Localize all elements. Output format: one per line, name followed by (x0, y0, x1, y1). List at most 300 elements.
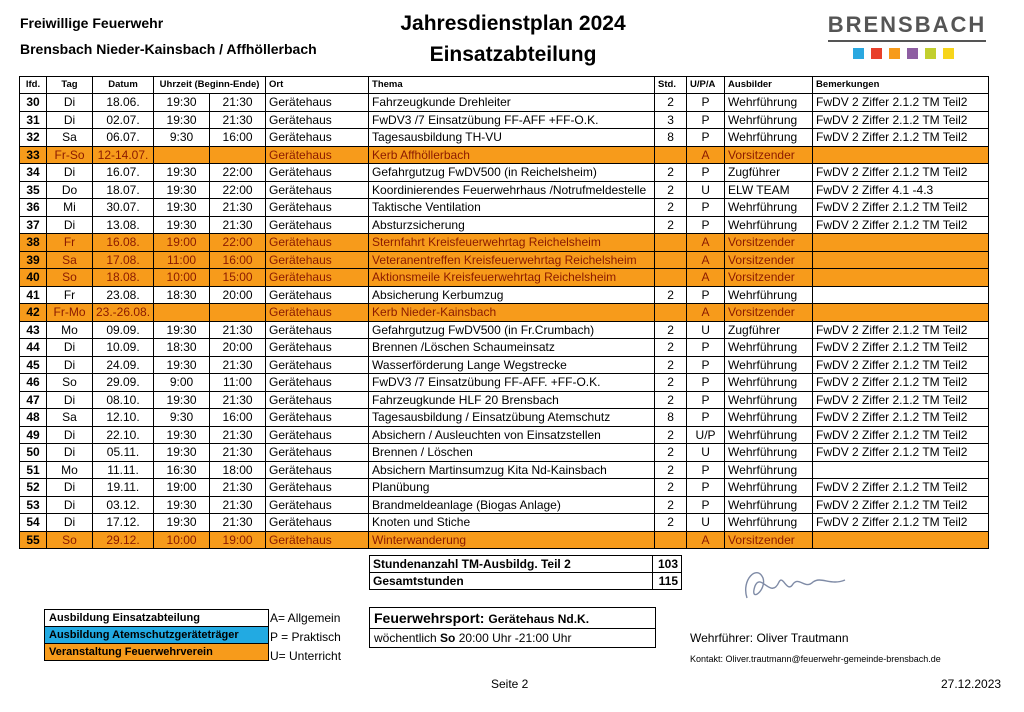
row-date: 30.07. (93, 199, 154, 217)
row-type-code: P (687, 409, 725, 427)
col-header-datum: Datum (93, 77, 154, 94)
row-topic: Fahrzeugkunde HLF 20 Brensbach (369, 391, 655, 409)
row-number: 41 (20, 286, 47, 304)
row-instructor: Wehrführung (725, 94, 813, 112)
row-topic: Sternfahrt Kreisfeuerwehrtag Reichelsheim (369, 234, 655, 252)
brensbach-logo (822, 12, 992, 64)
row-hours: 2 (655, 461, 687, 479)
row-start-time: 11:00 (154, 251, 210, 269)
table-row (20, 181, 989, 199)
color-legend (44, 609, 269, 661)
table-row (20, 111, 989, 129)
row-topic: Aktionsmeile Kreisfeuerwehrtag Reichelsheim (369, 269, 655, 287)
row-location: Gerätehaus (266, 339, 369, 357)
table-row (20, 129, 989, 147)
row-location: Gerätehaus (266, 181, 369, 199)
row-start-time (154, 146, 210, 164)
row-hours: 2 (655, 444, 687, 462)
row-remarks (813, 146, 989, 164)
org-line-1: Freiwillige Feuerwehr (20, 15, 164, 31)
row-instructor: Wehrführung (725, 514, 813, 532)
row-end-time (210, 304, 266, 322)
row-hours: 2 (655, 479, 687, 497)
row-type-code: P (687, 164, 725, 182)
logo-square (925, 48, 936, 59)
row-number: 44 (20, 339, 47, 357)
row-end-time: 21:30 (210, 94, 266, 112)
row-type-code: A (687, 269, 725, 287)
row-instructor: Vorsitzender (725, 146, 813, 164)
row-hours (655, 531, 687, 549)
row-date: 18.06. (93, 94, 154, 112)
row-hours: 2 (655, 426, 687, 444)
row-location: Gerätehaus (266, 111, 369, 129)
table-row (20, 391, 989, 409)
row-day: Sa (47, 129, 93, 147)
col-header-lfd: lfd. (20, 77, 47, 94)
row-hours: 2 (655, 496, 687, 514)
row-type-code: A (687, 251, 725, 269)
row-type-code: P (687, 339, 725, 357)
row-start-time: 19:00 (154, 479, 210, 497)
row-start-time: 19:30 (154, 514, 210, 532)
org-line-2: Brensbach Nieder-Kainsbach / Affhöllerbach (20, 41, 317, 57)
row-day: Fr-Mo (47, 304, 93, 322)
row-type-code: P (687, 356, 725, 374)
row-type-code: P (687, 216, 725, 234)
row-type-code: P (687, 461, 725, 479)
row-location: Gerätehaus (266, 444, 369, 462)
row-end-time: 20:00 (210, 286, 266, 304)
row-remarks (813, 251, 989, 269)
row-end-time: 21:30 (210, 391, 266, 409)
row-start-time: 19:30 (154, 164, 210, 182)
row-date: 09.09. (93, 321, 154, 339)
row-instructor: Wehrführung (725, 461, 813, 479)
logo-square (889, 48, 900, 59)
row-day: Mo (47, 321, 93, 339)
row-topic: Koordinierendes Feuerwehrhaus /Notrufmeldestelle (369, 181, 655, 199)
row-day: So (47, 531, 93, 549)
row-date: 23.08. (93, 286, 154, 304)
row-end-time: 21:30 (210, 216, 266, 234)
logo-text: BRENSBACH (827, 12, 987, 37)
table-row (20, 199, 989, 217)
row-day: Di (47, 216, 93, 234)
row-start-time: 10:00 (154, 269, 210, 287)
row-day: Di (47, 444, 93, 462)
row-start-time: 19:30 (154, 181, 210, 199)
row-day: Fr (47, 286, 93, 304)
row-date: 24.09. (93, 356, 154, 374)
row-start-time: 19:30 (154, 111, 210, 129)
row-end-time (210, 146, 266, 164)
row-topic: Brandmeldeanlage (Biogas Anlage) (369, 496, 655, 514)
row-end-time: 21:30 (210, 356, 266, 374)
page-subtitle: Einsatzabteilung (429, 43, 597, 66)
row-instructor: Zugführer (725, 321, 813, 339)
row-day: Di (47, 356, 93, 374)
row-hours (655, 304, 687, 322)
row-type-code: P (687, 94, 725, 112)
sport-prefix: wöchentlich (374, 631, 437, 645)
row-end-time: 15:00 (210, 269, 266, 287)
logo-square (853, 48, 864, 59)
row-start-time: 19:30 (154, 216, 210, 234)
row-end-time: 19:00 (210, 531, 266, 549)
row-instructor: Vorsitzender (725, 251, 813, 269)
row-instructor: Wehrführung (725, 391, 813, 409)
row-type-code: A (687, 146, 725, 164)
col-header-upa: U/P/A (687, 77, 725, 94)
row-number: 50 (20, 444, 47, 462)
row-topic: Gefahrgutzug FwDV500 (in Fr.Crumbach) (369, 321, 655, 339)
row-end-time: 21:30 (210, 199, 266, 217)
row-instructor: Wehrführung (725, 479, 813, 497)
table-row (20, 374, 989, 392)
row-type-code: A (687, 304, 725, 322)
row-end-time: 21:30 (210, 321, 266, 339)
table-row (20, 94, 989, 112)
row-type-code: P (687, 286, 725, 304)
row-remarks (813, 304, 989, 322)
row-remarks: FwDV 2 Ziffer 2.1.2 TM Teil2 (813, 374, 989, 392)
row-topic: Wasserförderung Lange Wegstrecke (369, 356, 655, 374)
sport-day: So (440, 631, 456, 645)
row-type-code: U (687, 444, 725, 462)
row-instructor: Wehrführung (725, 339, 813, 357)
logo-square (907, 48, 918, 59)
row-date: 08.10. (93, 391, 154, 409)
row-number: 45 (20, 356, 47, 374)
row-hours: 2 (655, 199, 687, 217)
row-day: Di (47, 479, 93, 497)
table-row (20, 164, 989, 182)
row-hours: 2 (655, 391, 687, 409)
row-topic: FwDV3 /7 Einsatzübung FF-AFF +FF-O.K. (369, 111, 655, 129)
schedule-table (19, 76, 989, 549)
row-topic: Taktische Ventilation (369, 199, 655, 217)
row-start-time: 19:30 (154, 444, 210, 462)
row-remarks (813, 234, 989, 252)
row-end-time: 21:30 (210, 496, 266, 514)
row-day: Di (47, 514, 93, 532)
row-start-time: 16:30 (154, 461, 210, 479)
legend-code-p: P = Praktisch (270, 630, 341, 644)
row-remarks: FwDV 2 Ziffer 4.1 -4.3 (813, 181, 989, 199)
row-instructor: Wehrführung (725, 111, 813, 129)
row-type-code: P (687, 111, 725, 129)
row-topic: Winterwanderung (369, 531, 655, 549)
row-location: Gerätehaus (266, 374, 369, 392)
table-header-row (20, 77, 989, 94)
row-date: 06.07. (93, 129, 154, 147)
row-remarks: FwDV 2 Ziffer 2.1.2 TM Teil2 (813, 339, 989, 357)
row-hours: 2 (655, 356, 687, 374)
table-row (20, 234, 989, 252)
row-hours: 2 (655, 164, 687, 182)
sport-box (369, 607, 656, 648)
row-location: Gerätehaus (266, 94, 369, 112)
col-header-tag: Tag (47, 77, 93, 94)
row-day: Di (47, 164, 93, 182)
row-remarks: FwDV 2 Ziffer 2.1.2 TM Teil2 (813, 356, 989, 374)
row-topic: Knoten und Stiche (369, 514, 655, 532)
row-remarks: FwDV 2 Ziffer 2.1.2 TM Teil2 (813, 111, 989, 129)
row-type-code: P (687, 391, 725, 409)
row-start-time (154, 304, 210, 322)
row-instructor: Wehrführung (725, 496, 813, 514)
row-number: 38 (20, 234, 47, 252)
tm-hours-label: Stundenanzahl TM-Ausbildg. Teil 2 (370, 556, 653, 573)
row-day: So (47, 374, 93, 392)
row-day: Di (47, 94, 93, 112)
row-remarks: FwDV 2 Ziffer 2.1.2 TM Teil2 (813, 426, 989, 444)
row-date: 13.08. (93, 216, 154, 234)
row-instructor: Wehrführung (725, 444, 813, 462)
row-date: 03.12. (93, 496, 154, 514)
table-row (20, 356, 989, 374)
row-end-time: 21:30 (210, 514, 266, 532)
row-topic: Tagesausbildung / Einsatzübung Atemschutz (369, 409, 655, 427)
row-location: Gerätehaus (266, 304, 369, 322)
row-end-time: 22:00 (210, 181, 266, 199)
row-location: Gerätehaus (266, 146, 369, 164)
signature (735, 560, 855, 610)
row-date: 17.08. (93, 251, 154, 269)
row-type-code: U (687, 514, 725, 532)
row-remarks: FwDV 2 Ziffer 2.1.2 TM Teil2 (813, 391, 989, 409)
row-end-time: 22:00 (210, 234, 266, 252)
row-number: 53 (20, 496, 47, 514)
row-hours: 2 (655, 339, 687, 357)
row-topic: Kerb Affhöllerbach (369, 146, 655, 164)
row-instructor: Wehrführung (725, 216, 813, 234)
row-number: 30 (20, 94, 47, 112)
row-hours (655, 251, 687, 269)
row-topic: Absturzsicherung (369, 216, 655, 234)
row-type-code: P (687, 129, 725, 147)
row-start-time: 19:30 (154, 94, 210, 112)
row-instructor: Wehrführung (725, 356, 813, 374)
row-end-time: 21:30 (210, 426, 266, 444)
row-location: Gerätehaus (266, 199, 369, 217)
row-hours (655, 269, 687, 287)
table-row (20, 216, 989, 234)
table-row (20, 514, 989, 532)
row-hours (655, 234, 687, 252)
row-number: 34 (20, 164, 47, 182)
row-number: 33 (20, 146, 47, 164)
row-instructor: Zugführer (725, 164, 813, 182)
row-day: Fr (47, 234, 93, 252)
legend-code-u: U= Unterricht (270, 649, 342, 663)
total-hours-value: 115 (653, 573, 682, 590)
row-date: 12.10. (93, 409, 154, 427)
row-number: 43 (20, 321, 47, 339)
row-location: Gerätehaus (266, 234, 369, 252)
row-topic: Planübung (369, 479, 655, 497)
row-day: Mo (47, 461, 93, 479)
row-topic: Kerb Nieder-Kainsbach (369, 304, 655, 322)
table-row (20, 531, 989, 549)
row-location: Gerätehaus (266, 286, 369, 304)
row-end-time: 21:30 (210, 444, 266, 462)
row-date: 05.11. (93, 444, 154, 462)
page-title: Jahresdienstplan 2024 (400, 12, 626, 35)
row-number: 54 (20, 514, 47, 532)
row-day: Di (47, 339, 93, 357)
row-day: Sa (47, 409, 93, 427)
row-topic: Absichern Martinsumzug Kita Nd-Kainsbach (369, 461, 655, 479)
row-date: 16.08. (93, 234, 154, 252)
row-instructor: Vorsitzender (725, 234, 813, 252)
row-hours: 2 (655, 94, 687, 112)
row-date: 22.10. (93, 426, 154, 444)
row-number: 35 (20, 181, 47, 199)
row-remarks: FwDV 2 Ziffer 2.1.2 TM Teil2 (813, 94, 989, 112)
row-number: 40 (20, 269, 47, 287)
row-remarks (813, 286, 989, 304)
row-start-time: 19:30 (154, 426, 210, 444)
document-date: 27.12.2023 (941, 677, 1002, 691)
row-location: Gerätehaus (266, 251, 369, 269)
row-start-time: 9:00 (154, 374, 210, 392)
row-type-code: A (687, 234, 725, 252)
row-hours: 3 (655, 111, 687, 129)
row-end-time: 21:30 (210, 111, 266, 129)
table-row (20, 304, 989, 322)
row-remarks: FwDV 2 Ziffer 2.1.2 TM Teil2 (813, 479, 989, 497)
table-row (20, 409, 989, 427)
row-number: 31 (20, 111, 47, 129)
row-hours: 8 (655, 129, 687, 147)
row-remarks: FwDV 2 Ziffer 2.1.2 TM Teil2 (813, 514, 989, 532)
row-end-time: 18:00 (210, 461, 266, 479)
row-topic: Brennen /Löschen Schaumeinsatz (369, 339, 655, 357)
table-row (20, 321, 989, 339)
row-remarks: FwDV 2 Ziffer 2.1.2 TM Teil2 (813, 199, 989, 217)
row-instructor: Wehrführung (725, 374, 813, 392)
row-topic: Gefahrgutzug FwDV500 (in Reichelsheim) (369, 164, 655, 182)
row-remarks (813, 269, 989, 287)
row-date: 23.-26.08. (93, 304, 154, 322)
row-date: 19.11. (93, 479, 154, 497)
row-remarks: FwDV 2 Ziffer 2.1.2 TM Teil2 (813, 216, 989, 234)
row-date: 29.12. (93, 531, 154, 549)
row-date: 17.12. (93, 514, 154, 532)
col-header-thema: Thema (369, 77, 655, 94)
row-end-time: 16:00 (210, 129, 266, 147)
table-row (20, 251, 989, 269)
row-remarks: FwDV 2 Ziffer 2.1.2 TM Teil2 (813, 164, 989, 182)
row-start-time: 19:00 (154, 234, 210, 252)
row-number: 46 (20, 374, 47, 392)
row-type-code: P (687, 199, 725, 217)
row-location: Gerätehaus (266, 409, 369, 427)
row-day: Do (47, 181, 93, 199)
table-row (20, 146, 989, 164)
row-date: 18.08. (93, 269, 154, 287)
row-location: Gerätehaus (266, 514, 369, 532)
row-location: Gerätehaus (266, 216, 369, 234)
row-hours: 8 (655, 409, 687, 427)
row-day: Mi (47, 199, 93, 217)
row-day: So (47, 269, 93, 287)
row-topic: Tagesausbildung TH-VU (369, 129, 655, 147)
row-topic: FwDV3 /7 Einsatzübung FF-AFF. +FF-O.K. (369, 374, 655, 392)
row-number: 49 (20, 426, 47, 444)
page-number: Seite 2 (491, 677, 529, 691)
row-location: Gerätehaus (266, 391, 369, 409)
row-instructor: Vorsitzender (725, 531, 813, 549)
row-location: Gerätehaus (266, 321, 369, 339)
row-day: Sa (47, 251, 93, 269)
row-location: Gerätehaus (266, 356, 369, 374)
row-type-code: U (687, 181, 725, 199)
table-row (20, 286, 989, 304)
row-date: 12-14.07. (93, 146, 154, 164)
row-number: 52 (20, 479, 47, 497)
row-instructor: Wehrführung (725, 426, 813, 444)
row-start-time: 9:30 (154, 129, 210, 147)
row-number: 55 (20, 531, 47, 549)
row-remarks: FwDV 2 Ziffer 2.1.2 TM Teil2 (813, 409, 989, 427)
row-number: 51 (20, 461, 47, 479)
legend-item-atemschutz: Ausbildung Atemschutzgeräteträger (45, 627, 269, 644)
row-topic: Absicherung Kerbumzug (369, 286, 655, 304)
table-row (20, 426, 989, 444)
row-number: 39 (20, 251, 47, 269)
table-row (20, 269, 989, 287)
row-location: Gerätehaus (266, 426, 369, 444)
col-header-ort: Ort (266, 77, 369, 94)
row-location: Gerätehaus (266, 531, 369, 549)
row-remarks (813, 461, 989, 479)
row-number: 47 (20, 391, 47, 409)
table-row (20, 339, 989, 357)
row-topic: Fahrzeugkunde Drehleiter (369, 94, 655, 112)
row-number: 37 (20, 216, 47, 234)
row-location: Gerätehaus (266, 269, 369, 287)
row-hours: 2 (655, 286, 687, 304)
row-end-time: 11:00 (210, 374, 266, 392)
row-end-time: 21:30 (210, 479, 266, 497)
row-day: Fr-So (47, 146, 93, 164)
logo-square (871, 48, 882, 59)
row-instructor: Wehrführung (725, 409, 813, 427)
legend-item-einsatzabteilung: Ausbildung Einsatzabteilung (45, 610, 269, 627)
wehrfuehrer: Wehrführer: Oliver Trautmann (690, 631, 849, 645)
row-instructor: Wehrführung (725, 199, 813, 217)
row-type-code: P (687, 496, 725, 514)
row-date: 02.07. (93, 111, 154, 129)
row-topic: Veteranentreffen Kreisfeuerwehrtag Reichelsheim (369, 251, 655, 269)
row-date: 10.09. (93, 339, 154, 357)
row-instructor: ELW TEAM (725, 181, 813, 199)
row-end-time: 16:00 (210, 409, 266, 427)
row-remarks: FwDV 2 Ziffer 2.1.2 TM Teil2 (813, 496, 989, 514)
table-row (20, 444, 989, 462)
row-start-time: 10:00 (154, 531, 210, 549)
logo-color-squares (822, 46, 992, 64)
row-end-time: 16:00 (210, 251, 266, 269)
row-hours (655, 146, 687, 164)
row-start-time: 18:30 (154, 339, 210, 357)
row-start-time: 9:30 (154, 409, 210, 427)
col-header-bemerkungen: Bemerkungen (813, 77, 989, 94)
col-header-uhrzeit: Uhrzeit (Beginn-Ende) (154, 77, 266, 94)
